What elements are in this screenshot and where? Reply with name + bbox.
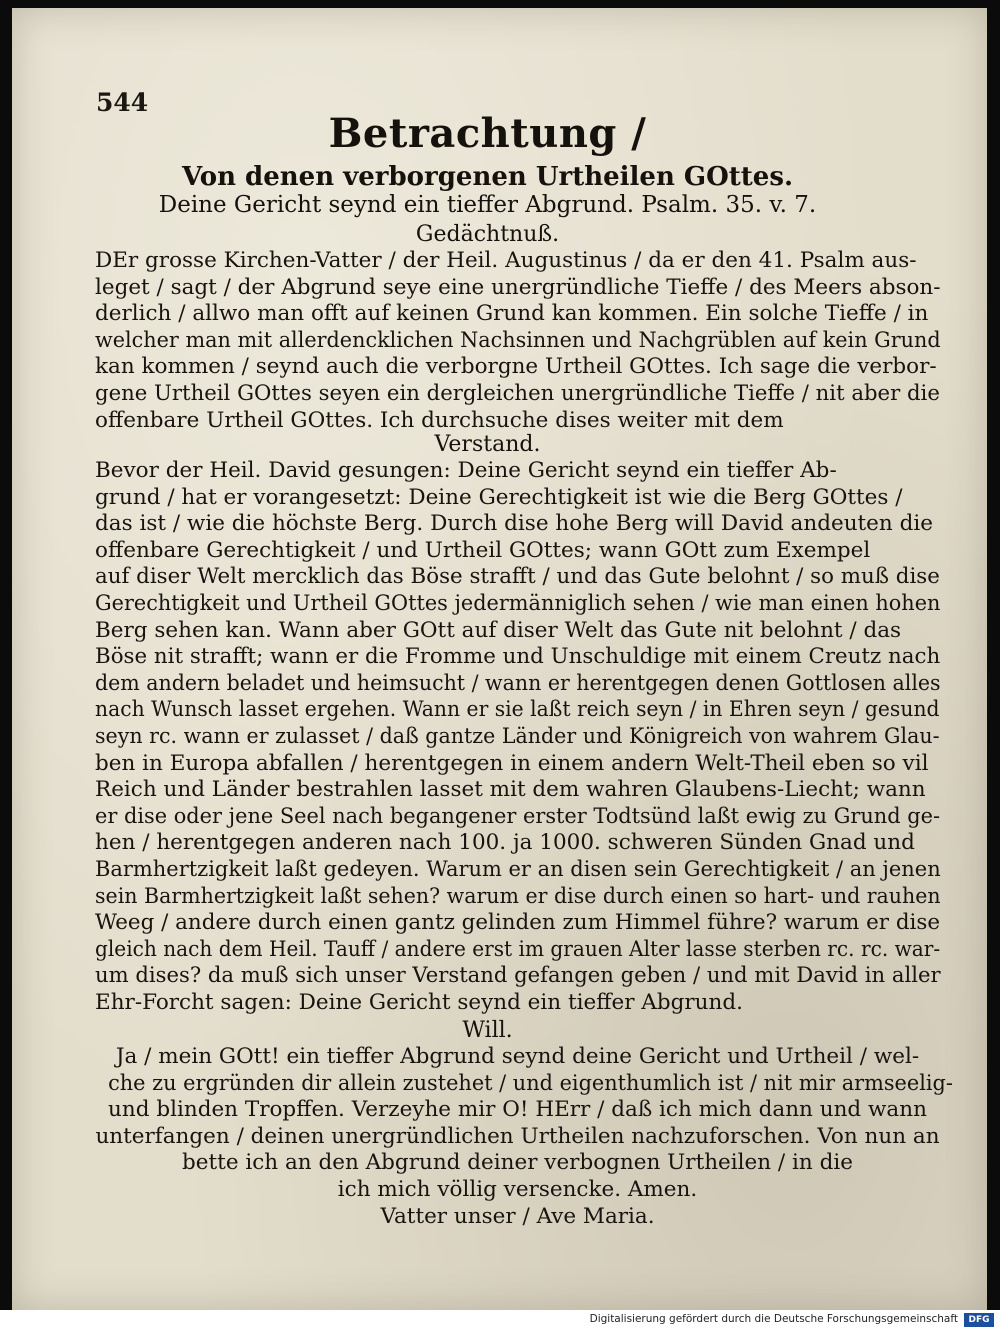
page-number: 544 bbox=[96, 88, 149, 117]
text-line: ich mich völlig versencke. Amen. bbox=[337, 1176, 698, 1202]
text-line: che zu ergründen dir allein zustehet / und eigenthumlich ist / nit mir armseelig- bbox=[108, 1070, 953, 1096]
text-line: leget / sagt / der Abgrund seye eine unergründliche Tieffe / des Meers abson- bbox=[95, 274, 941, 300]
closing-prayer: Vatter unser / Ave Maria. bbox=[380, 1203, 655, 1229]
text-line: Ja / mein GOtt! ein tieffer Abgrund seynd deine Gericht und Urtheil / wel- bbox=[115, 1044, 920, 1069]
text-line: unterfangen / deinen unergründlichen Urtheilen nachzuforschen. Von nun an bbox=[95, 1123, 940, 1149]
heading-will: Will. bbox=[462, 1018, 513, 1043]
text-line: offenbare Urtheil GOttes. Ich durchsuche dises weiter mit dem bbox=[95, 407, 784, 433]
text-line: Gerechtigkeit und Urtheil GOttes jedermänniglich sehen / wie man einen hohen bbox=[95, 590, 941, 616]
text-line: Böse nit strafft; wann er die Fromme und Unschuldige mit einem Creutz nach bbox=[95, 644, 941, 670]
text-line: Bevor der Heil. David gesungen: Deine Gericht seynd ein tieffer Ab- bbox=[95, 458, 837, 483]
text-line: kan kommen / seynd auch die verborgne Urtheil GOttes. Ich sage die verbor- bbox=[95, 354, 937, 380]
text-line: grund / hat er vorangesetzt: Deine Gerechtigkeit ist wie die Berg GOttes / bbox=[95, 484, 903, 510]
text-line: welcher man mit allerdencklichen Nachsinnen und Nachgrüblen auf kein Grund bbox=[95, 327, 941, 353]
text-line: Ehr-Forcht sagen: Deine Gericht seynd ein tieffer Abgrund. bbox=[95, 989, 743, 1015]
text-line: und blinden Tropffen. Verzeyhe mir O! HErr / daß ich mich dann und wann bbox=[108, 1097, 927, 1123]
text-line: sein Barmhertzigkeit laßt sehen? warum er dise durch einen so hart- und rauhen bbox=[95, 883, 941, 909]
paragraph-gedaechtnuss bbox=[95, 248, 940, 434]
text-line: das ist / wie die höchste Berg. Durch dise hohe Berg will David andeuten die bbox=[95, 511, 933, 537]
text-line: gene Urtheil GOttes seyen ein dergleichen unergründliche Tieffe / nit aber die bbox=[95, 380, 940, 406]
text-line: hen / herentgegen anderen nach 100. ja 1000. schweren Sünden Gnad und bbox=[95, 830, 915, 856]
text-line: nach Wunsch lasset ergehen. Wann er sie laßt reich seyn / in Ehren seyn / gesund bbox=[95, 697, 940, 723]
page-title: Betrachtung / bbox=[328, 110, 647, 157]
text-line: Weeg / andere durch einen gantz gelinden zum Himmel führe? warum er dise bbox=[95, 910, 941, 936]
paragraph-verstand bbox=[95, 458, 940, 1016]
text-line: ben in Europa abfallen / herentgegen in einem andern Welt-Theil eben so vil bbox=[95, 750, 929, 776]
text-line: Barmhertzigkeit laßt gedeyen. Warum er an disen sein Gerechtigkeit / an jenen bbox=[95, 856, 941, 882]
text-line: Reich und Länder bestrahlen lasset mit dem wahren Glaubens-Liecht; wann bbox=[95, 777, 926, 803]
text-line: er dise oder jene Seel nach begangener erster Todtsünd laßt ewig zu Grund ge- bbox=[95, 803, 941, 829]
text-line: derlich / allwo man offt auf keinen Grund kan kommen. Ein solche Tieffe / in bbox=[95, 301, 929, 327]
text-line: Berg sehen kan. Wann aber GOtt auf diser Welt das Gute nit belohnt / das bbox=[95, 617, 902, 643]
page-subtitle: Von denen verborgenen Urtheilen GOttes. bbox=[181, 162, 794, 192]
dfg-logo: DFG bbox=[964, 1313, 994, 1327]
text-line: auf diser Welt mercklich das Böse strafft / und das Gute belohnt / so muß dise bbox=[95, 564, 940, 590]
text-line: offenbare Gerechtigkeit / und Urtheil GOttes; wann GOtt zum Exempel bbox=[95, 537, 871, 563]
heading-verstand: Verstand. bbox=[434, 432, 541, 457]
text-line: DEr grosse Kirchen-Vatter / der Heil. Augustinus / da er den 41. Psalm aus- bbox=[95, 248, 917, 273]
text-line: bette ich an den Abgrund deiner verbognen Urtheilen / in die bbox=[182, 1150, 853, 1176]
funding-credit: Digitalisierung gefördert durch die Deutsche Forschungsgemeinschaft bbox=[589, 1313, 958, 1325]
text-line: um dises? da muß sich unser Verstand gefangen geben / und mit David in aller bbox=[95, 963, 941, 989]
text-line: dem andern beladet und heimsucht / wann er herentgegen denen Gottlosen alles bbox=[95, 670, 941, 696]
paragraph-will bbox=[95, 1044, 953, 1230]
text-line: gleich nach dem Heil. Tauff / andere erst im grauen Alter lasse sterben rc. rc. war- bbox=[95, 936, 941, 962]
text-line: seyn rc. wann er zulasset / daß gantze Länder und Königreich von wahrem Glau- bbox=[95, 723, 940, 749]
heading-gedaechtnuss: Gedächtnuß. bbox=[415, 222, 560, 247]
page-motto: Deine Gericht seynd ein tieffer Abgrund. Psalm. 35. v. 7. bbox=[158, 192, 817, 218]
